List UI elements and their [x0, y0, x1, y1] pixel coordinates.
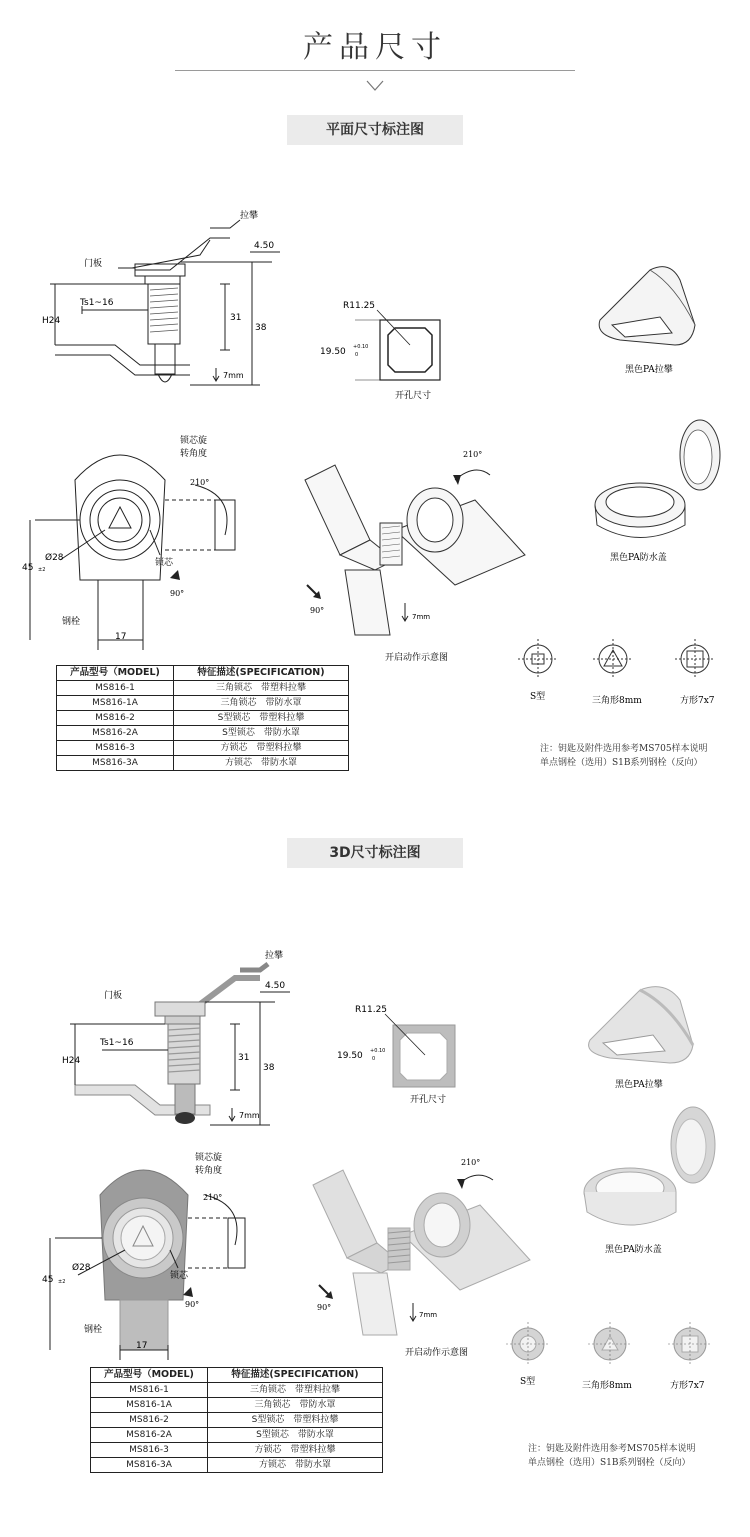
table-cell-spec: S型锁芯 带防水罩 [208, 1428, 383, 1443]
cutout-radius: R11.25 [343, 301, 376, 311]
table-cell-model: MS816-2A [57, 726, 174, 741]
front-angle-210: 210° [203, 1193, 223, 1202]
table-cell-spec: 三角锁芯 带塑料拉攀 [174, 681, 349, 696]
table-cell-spec: S型锁芯 带防水罩 [174, 726, 349, 741]
motion-dim-7mm: 7mm [412, 613, 431, 621]
cutout-tol-plus: +0.10 [353, 344, 369, 350]
table-row [91, 1413, 383, 1428]
chevron-down-icon [366, 80, 384, 92]
table-cell-spec: 方锁芯 带塑料拉攀 [174, 741, 349, 756]
cutout-tol-plus: +0.10 [370, 1048, 386, 1054]
spec-table-3d [90, 1367, 383, 1473]
front-view-3d-drawing [40, 1150, 280, 1365]
pa-handle-caption: 黑色PA拉攀 [625, 365, 673, 375]
dim-h24: H24 [42, 316, 61, 326]
front-core-label: 锁芯 [155, 558, 174, 568]
table-header-model: 产品型号（MODEL) [57, 666, 174, 681]
cutout-tol-zero: 0 [355, 352, 359, 358]
motion-dim-7mm: 7mm [419, 1311, 438, 1319]
table-cell-spec: S型锁芯 带塑料拉攀 [174, 711, 349, 726]
motion-angle-210: 210° [461, 1158, 481, 1167]
motion-caption: 开启动作示意图 [405, 1348, 469, 1358]
dim-38: 38 [255, 323, 267, 333]
dim-4-50: 4.50 [265, 981, 286, 991]
pa-handle-caption: 黑色PA拉攀 [615, 1080, 663, 1090]
spec-table [56, 665, 349, 771]
table-row [57, 741, 349, 756]
table-cell-spec: 三角锁芯 带塑料拉攀 [208, 1383, 383, 1398]
side-view-3d-drawing [60, 940, 300, 1140]
pa-cover-3d-drawing [575, 1100, 735, 1265]
front-rot-label-1: 锁芯旋 [195, 1153, 223, 1163]
front-tol-45: ±2 [58, 1279, 66, 1285]
table-cell-model: MS816-2A [91, 1428, 208, 1443]
section-banner-3d: 3D尺寸标注图 [287, 838, 463, 868]
cutout-width: 19.50 [337, 1051, 363, 1061]
front-dim-45: 45 [42, 1275, 54, 1285]
front-dim-17: 17 [115, 632, 127, 642]
front-d28: Ø28 [72, 1263, 91, 1273]
dim-ts: Ts1~16 [80, 298, 114, 308]
table-row [91, 1443, 383, 1458]
table-row [91, 1398, 383, 1413]
cutout-caption: 开孔尺寸 [410, 1095, 447, 1105]
front-bolt-label: 钢栓 [84, 1325, 103, 1335]
dim-31: 31 [238, 1053, 250, 1063]
cutout-caption: 开孔尺寸 [395, 391, 432, 401]
dim-38: 38 [263, 1063, 275, 1073]
table-cell-model: MS816-3A [91, 1458, 208, 1473]
table-cell-model: MS816-1 [91, 1383, 208, 1398]
table-header-model: 产品型号（MODEL) [91, 1368, 208, 1383]
table-row [57, 696, 349, 711]
key-label-square: 方形7x7 [670, 1381, 705, 1391]
table-row [57, 756, 349, 771]
label-handle: 拉攀 [265, 951, 284, 961]
front-rot-label-2: 转角度 [195, 1166, 223, 1176]
side-view-drawing [40, 200, 280, 400]
table-cell-model: MS816-3A [57, 756, 174, 771]
cutout-radius: R11.25 [355, 1005, 388, 1015]
front-angle-90: 90° [170, 589, 185, 598]
dim-7mm: 7mm [223, 371, 244, 380]
table-row [91, 1428, 383, 1443]
dim-7mm: 7mm [239, 1111, 260, 1120]
front-d28: Ø28 [45, 553, 64, 563]
table-row [91, 1458, 383, 1473]
table-cell-spec: S型锁芯 带塑料拉攀 [208, 1413, 383, 1428]
table-header-spec: 特征描述(SPECIFICATION) [208, 1368, 383, 1383]
label-door-panel: 门板 [104, 991, 123, 1001]
table-cell-spec: 三角锁芯 带防水罩 [174, 696, 349, 711]
motion-angle-90: 90° [317, 1303, 332, 1312]
table-row [57, 726, 349, 741]
table-cell-model: MS816-1A [91, 1398, 208, 1413]
pa-cover-caption: 黑色PA防水盖 [610, 553, 667, 563]
pa-handle-3d-drawing [575, 975, 730, 1095]
table-row [57, 711, 349, 726]
front-angle-210: 210° [190, 478, 210, 487]
table-cell-spec: 方锁芯 带防水罩 [174, 756, 349, 771]
dim-ts: Ts1~16 [100, 1038, 134, 1048]
pa-cover-drawing [585, 410, 735, 570]
table-header-row [91, 1368, 383, 1383]
front-dim-17: 17 [136, 1341, 148, 1351]
front-rot-label-2: 转角度 [180, 449, 208, 459]
table-cell-spec: 方锁芯 带塑料拉攀 [208, 1443, 383, 1458]
front-angle-90: 90° [185, 1300, 200, 1309]
note-line-1: 注：钥匙及附件选用参考MS705样本说明 [540, 744, 708, 754]
dim-31: 31 [230, 313, 242, 323]
key-label-square: 方形7x7 [680, 696, 715, 706]
cutout-tol-zero: 0 [372, 1056, 376, 1062]
key-label-s: S型 [530, 692, 546, 702]
table-cell-model: MS816-2 [57, 711, 174, 726]
key-types-3d-drawing [500, 1320, 730, 1395]
table-cell-model: MS816-3 [91, 1443, 208, 1458]
note-line-2: 单点钢栓（选用）S1B系列钢栓（反向） [540, 758, 703, 768]
table-cell-model: MS816-1 [57, 681, 174, 696]
table-cell-spec: 方锁芯 带防水罩 [208, 1458, 383, 1473]
key-types-drawing [510, 635, 740, 710]
note-line-2: 单点钢栓（选用）S1B系列钢栓（反向） [528, 1458, 691, 1468]
key-label-triangle: 三角形8mm [592, 696, 642, 706]
motion-drawing [295, 445, 540, 670]
front-rot-label-1: 锁芯旋 [180, 436, 208, 446]
table-cell-model: MS816-2 [91, 1413, 208, 1428]
note-line-1: 注：钥匙及附件选用参考MS705样本说明 [528, 1444, 696, 1454]
dim-h24: H24 [62, 1056, 81, 1066]
table-cell-model: MS816-3 [57, 741, 174, 756]
table-header-spec: 特征描述(SPECIFICATION) [174, 666, 349, 681]
table-cell-spec: 三角锁芯 带防水罩 [208, 1398, 383, 1413]
key-label-s: S型 [520, 1377, 536, 1387]
cutout-width: 19.50 [320, 347, 346, 357]
page-title: 产品尺寸 [303, 30, 447, 65]
pa-cover-caption: 黑色PA防水盖 [605, 1245, 662, 1255]
dim-4-50: 4.50 [254, 241, 275, 251]
motion-angle-210: 210° [463, 450, 483, 459]
cutout-3d-drawing [335, 1000, 485, 1110]
table-row [57, 681, 349, 696]
motion-caption: 开启动作示意图 [385, 653, 449, 663]
key-label-triangle: 三角形8mm [582, 1381, 632, 1391]
front-tol-45: ±2 [38, 567, 46, 573]
table-cell-model: MS816-1A [57, 696, 174, 711]
table-header-row [57, 666, 349, 681]
table-row [91, 1383, 383, 1398]
label-handle: 拉攀 [240, 211, 259, 221]
title-divider [175, 70, 575, 71]
front-dim-45: 45 [22, 563, 34, 573]
pa-handle-drawing [580, 255, 730, 380]
cutout-drawing [315, 290, 465, 410]
motion-angle-90: 90° [310, 606, 325, 615]
label-door-panel: 门板 [84, 259, 103, 269]
front-core-label: 锁芯 [170, 1271, 189, 1281]
section-banner-plan: 平面尺寸标注图 [287, 115, 463, 145]
front-view-drawing [20, 430, 260, 650]
front-bolt-label: 钢栓 [62, 617, 81, 627]
